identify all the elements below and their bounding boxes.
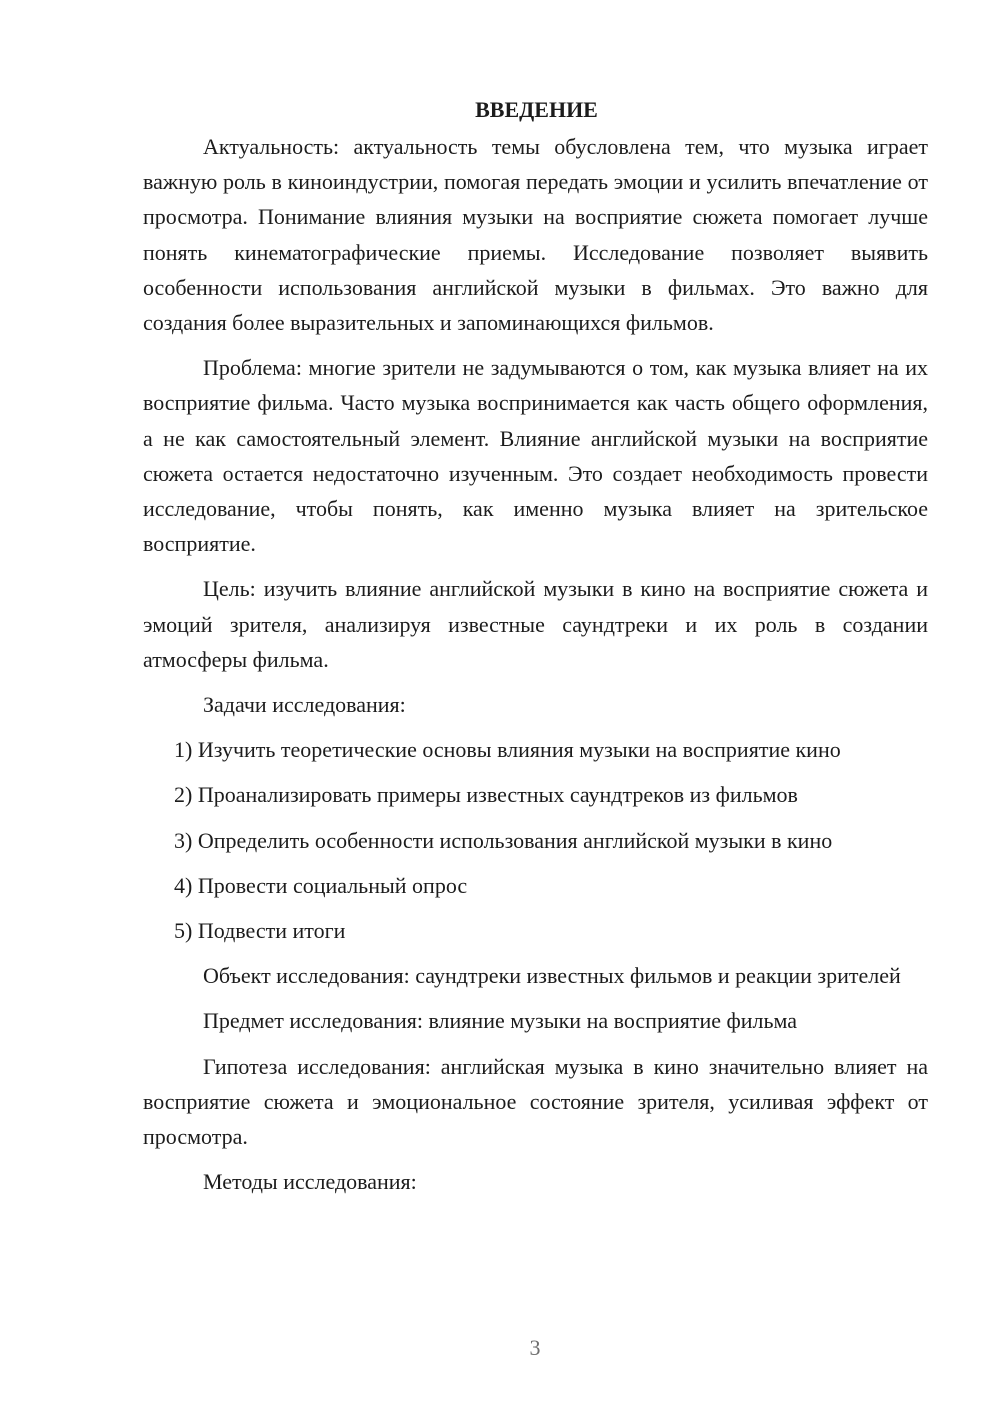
relevance-paragraph: Актуальность: актуальность темы обусловлена тем, что музыка играет важную роль в киноиндустрии, помогая передать эмоции и усилить впечатление от просмотра. Понимание влияния музыки на восприятие сюжета помогает лучше понять кинематографические приемы. Исследование позволяет выявить особенности использования английской музыки в фильмах. Это важно для создания более выразительных и запоминающихся фильмов. xyxy=(143,134,928,336)
task-item: 2) Проанализировать примеры известных саундтреков из фильмов xyxy=(174,782,798,808)
task-item: 3) Определить особенности использования английской музыки в кино xyxy=(174,827,833,853)
section-title: ВВЕДЕНИЕ xyxy=(475,97,598,122)
task-item: 4) Провести социальный опрос xyxy=(174,872,468,898)
methods-heading: Методы исследования: xyxy=(203,1169,417,1195)
task-item: 1) Изучить теоретические основы влияния музыки на восприятие кино xyxy=(174,737,841,763)
tasks-heading: Задачи исследования: xyxy=(203,692,406,718)
goal-paragraph: Цель: изучить влияние английской музыки в кино на восприятие сюжета и эмоций зрителя, анализируя известные саундтреки и их роль в создании атмосферы фильма. xyxy=(143,576,928,672)
problem-paragraph: Проблема: многие зрители не задумываются о том, как музыка влияет на их восприятие фильма. Часто музыка воспринимается как часть общего оформления, а не как самостоятельный элемент. Влияние английской музыки на восприятие сюжета остается недостаточно изученным. Это создает необходимость провести исследование, чтобы понять, как именно музыка влияет на зрительское восприятие. xyxy=(143,355,928,557)
document-page xyxy=(143,92,928,1209)
tasks-list xyxy=(143,732,928,948)
hypothesis-paragraph: Гипотеза исследования: английская музыка в кино значительно влияет на восприятие сюжета и эмоциональное состояние зрителя, усиливая эффект от просмотра. xyxy=(143,1053,928,1150)
object-paragraph: Объект исследования: саундтреки известных фильмов и реакции зрителей xyxy=(203,963,901,989)
page-number: 3 xyxy=(529,1335,541,1360)
subject-paragraph: Предмет исследования: влияние музыки на восприятие фильма xyxy=(203,1008,798,1034)
task-item: 5) Подвести итоги xyxy=(174,918,346,944)
